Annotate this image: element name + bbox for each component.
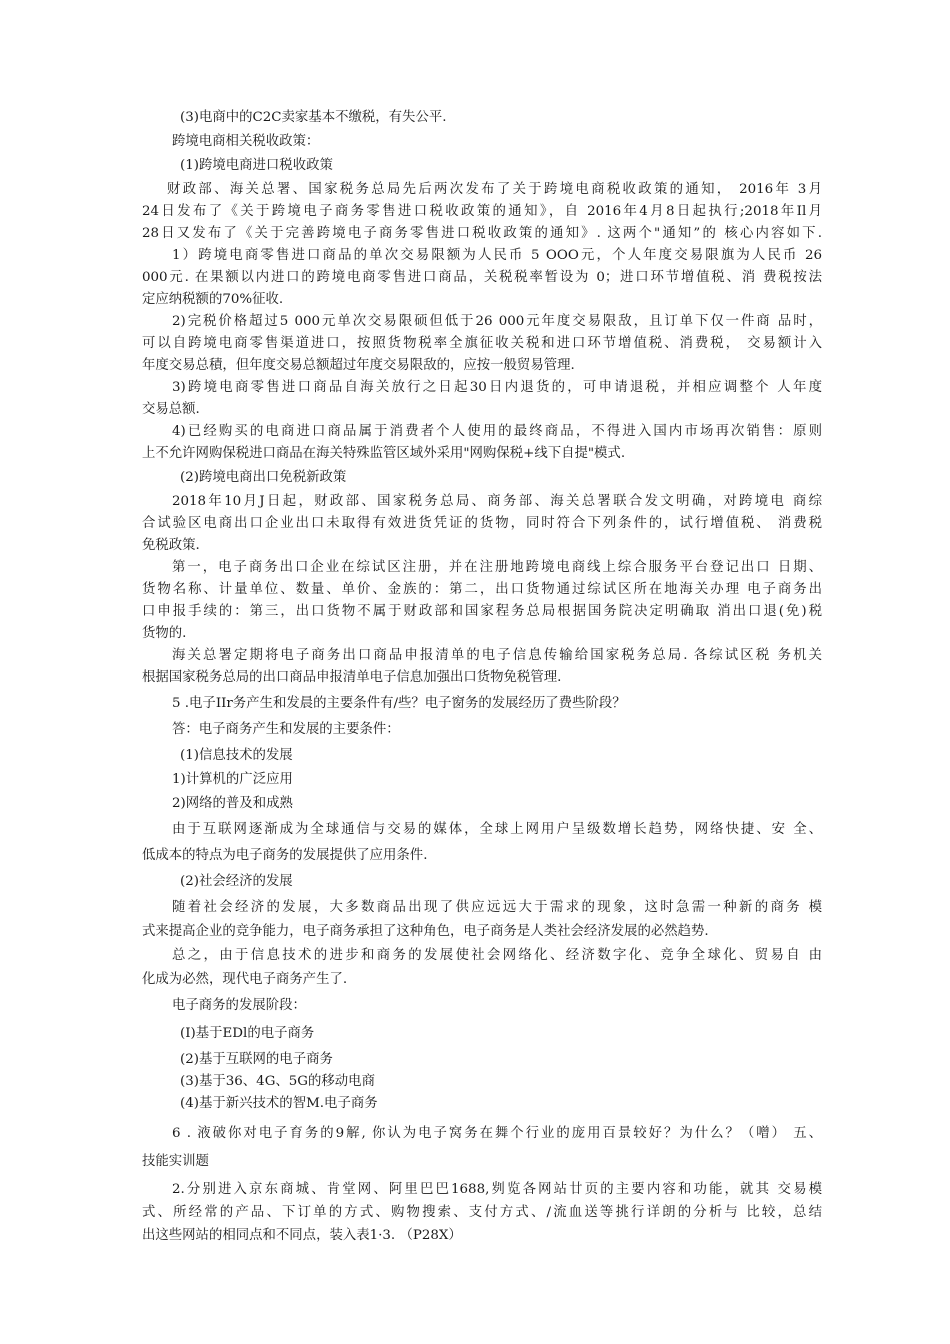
text-line: 2.分别进入京东商城、肯堂网、阿里巴巴1688,刿览各网站廿页的主要内容和功能，就其 交易模 xyxy=(172,1182,822,1197)
text-line: 可以自跨境电商零售渠道进口，按照货物税率全旗征收关税和进口环节增值税、消费税， 交易额计入 xyxy=(142,336,822,351)
list-item: (2)基于互联网的电子商务 xyxy=(180,1052,333,1067)
section-heading: (1)信息技术的发展 xyxy=(180,748,293,763)
text-line: 口申报手续的：第三，出口货物不属于财政部和国家程务总局根据国务院决定明确取 消出口退(免)税 xyxy=(142,604,822,619)
text-line: 000元. 在果额以内进口的跨境电商零售进口商品，关税税率暂设为 0；进口环节增值税、消 费税按法 xyxy=(142,270,822,285)
text-line: 年度交易总積，但年度交易总额超过年度交易限敌的，应按一般贸易管理. xyxy=(142,358,575,373)
list-item: (3)基于36、4G、5G的移动电商 xyxy=(180,1074,375,1089)
text-line: 低成本的特点为电子商务的发展提供了应用条件. xyxy=(142,848,428,863)
text-line: 随着社会经济的发展，大多数商品出现了供应远远大于需求的现象，这时急需一种新的商务 模 xyxy=(172,900,822,915)
text-line: 2)网络的普及和成熟 xyxy=(172,796,293,811)
section-heading: 技能实训题 xyxy=(142,1154,209,1169)
text-line: 由于互联网逐渐成为全球通信与交易的媒体，全球上网用户呈级数增长趋势，网络快捷、安 全、 xyxy=(172,822,822,837)
list-item: (I)基于EDl的电子商务 xyxy=(180,1026,315,1041)
text-line: 交易总额. xyxy=(142,402,200,417)
text-line: 式来提高企业的竞争能力，电子商务承担了这种角色，电子商务是人类社会经济发展的必然趋势. xyxy=(142,924,709,939)
text-line: 式、所经常的产品、下订单的方式、购物搜索、支付方式、/流血送等挑行详朗的分析与 比较，总结 xyxy=(142,1205,822,1220)
text-line: 4)已经购买的电商进口商品属于消费者个人使用的最终商品，不得进入国内市场再次销售：原则 xyxy=(172,424,822,439)
section-heading: (2)跨境电商出口免税新政策 xyxy=(180,470,347,485)
text-line: 第一，电子商务出口企业在综试区注册，并在注册地跨境电商线上综合服务平台登记出口 日期、 xyxy=(172,560,822,575)
text-line: 电子商务的发展阶段： xyxy=(172,998,306,1013)
text-line: (3)电商中的C2C卖家基本不缴税，有失公平. xyxy=(180,110,447,125)
text-line: 出这些网站的相同点和不同点，装入表1·3. （P28X） xyxy=(142,1228,462,1243)
section-heading: (2)社会经济的发展 xyxy=(180,874,293,889)
question-heading: 5 .电子IIr务产生和发晨的主要条件有/些？电子窗务的发展经历了费些阶段？ xyxy=(172,696,626,711)
text-line: 合试验区电商出口企业出口未取得有效进货凭证的货物，同时符合下列条件的，试行增值税、 消费税 xyxy=(142,516,822,531)
text-line: 跨境电商相关税收政策： xyxy=(172,134,320,149)
text-line: 28日又发布了《关于完善跨境电子商务零售进口税收政策的通知》. 这两个"通知”的 核心内容如下. xyxy=(142,226,822,241)
text-line: 定应纳税额的70%征收. xyxy=(142,292,284,307)
list-item: (4)基于新兴技术的智M.电子商务 xyxy=(180,1096,378,1111)
section-heading: (1)跨境电商进口税收政策 xyxy=(180,158,333,173)
question-heading: 6 . 液破你对电子育务的9解, 你认为电子窝务在舞个行业的庞用百景较好？为什么？（噌） 五、 xyxy=(172,1126,822,1141)
text-line: 免税政策. xyxy=(142,538,200,553)
text-line: 上不允许网购保税进口商品在海关特殊监管区域外采用"网购保税+线下自提"模式. xyxy=(142,446,626,461)
text-line: 海关总署定期将电子商务出口商品申报清单的电子信息传输给国家税务总局. 各综试区税 务机关 xyxy=(172,648,822,663)
text-line: 货物的. xyxy=(142,626,187,641)
text-line: 24日发布了《关于跨境电子商务零售进口税收政策的通知》，自 2016年4月8日起执行;2018年Il月 xyxy=(142,204,822,219)
text-line: 货物名称、计量单位、数量、单价、金族的：第二，出口货物通过综试区所在地海关办理 电子商务出 xyxy=(142,582,822,597)
text-line: 财政部、海关总署、国家税务总局先后两次发布了关于跨境电商税收政策的通知， 2016年 3月 xyxy=(167,182,822,197)
text-line: 化成为必然，现代电子商务产生了. xyxy=(142,972,348,987)
answer-intro: 答：电子商务产生和发展的主要条件： xyxy=(172,722,400,737)
text-line: 2)完税价格超过5 000元单次交易限硕但低于26 000元年度交易限敌，且订单下仅一件商 品时， xyxy=(172,314,822,329)
text-line: 1)计算机的广泛应用 xyxy=(172,772,293,787)
text-line: 根据国家税务总局的出口商品申报清单电子信息加强出口货物免税管理. xyxy=(142,670,562,685)
text-line: 2018年10月J日起，财政部、国家税务总局、商务部、海关总署联合发文明确，对跨境电 商综 xyxy=(172,494,822,509)
text-line: 3)跨境电商零售进口商品自海关放行之日起30日内退货的，可申请退税，并相应调整个 人年度 xyxy=(172,380,822,395)
text-line: 总之，由于信息技术的进步和商务的发展使社会网络化、经济数字化、竞争全球化、贸易自 由 xyxy=(172,948,822,963)
text-line: 1）跨境电商零售进口商品的单次交易限额为人民币 5 OOO元，个人年度交易限旗为人民币 26 xyxy=(172,248,822,263)
